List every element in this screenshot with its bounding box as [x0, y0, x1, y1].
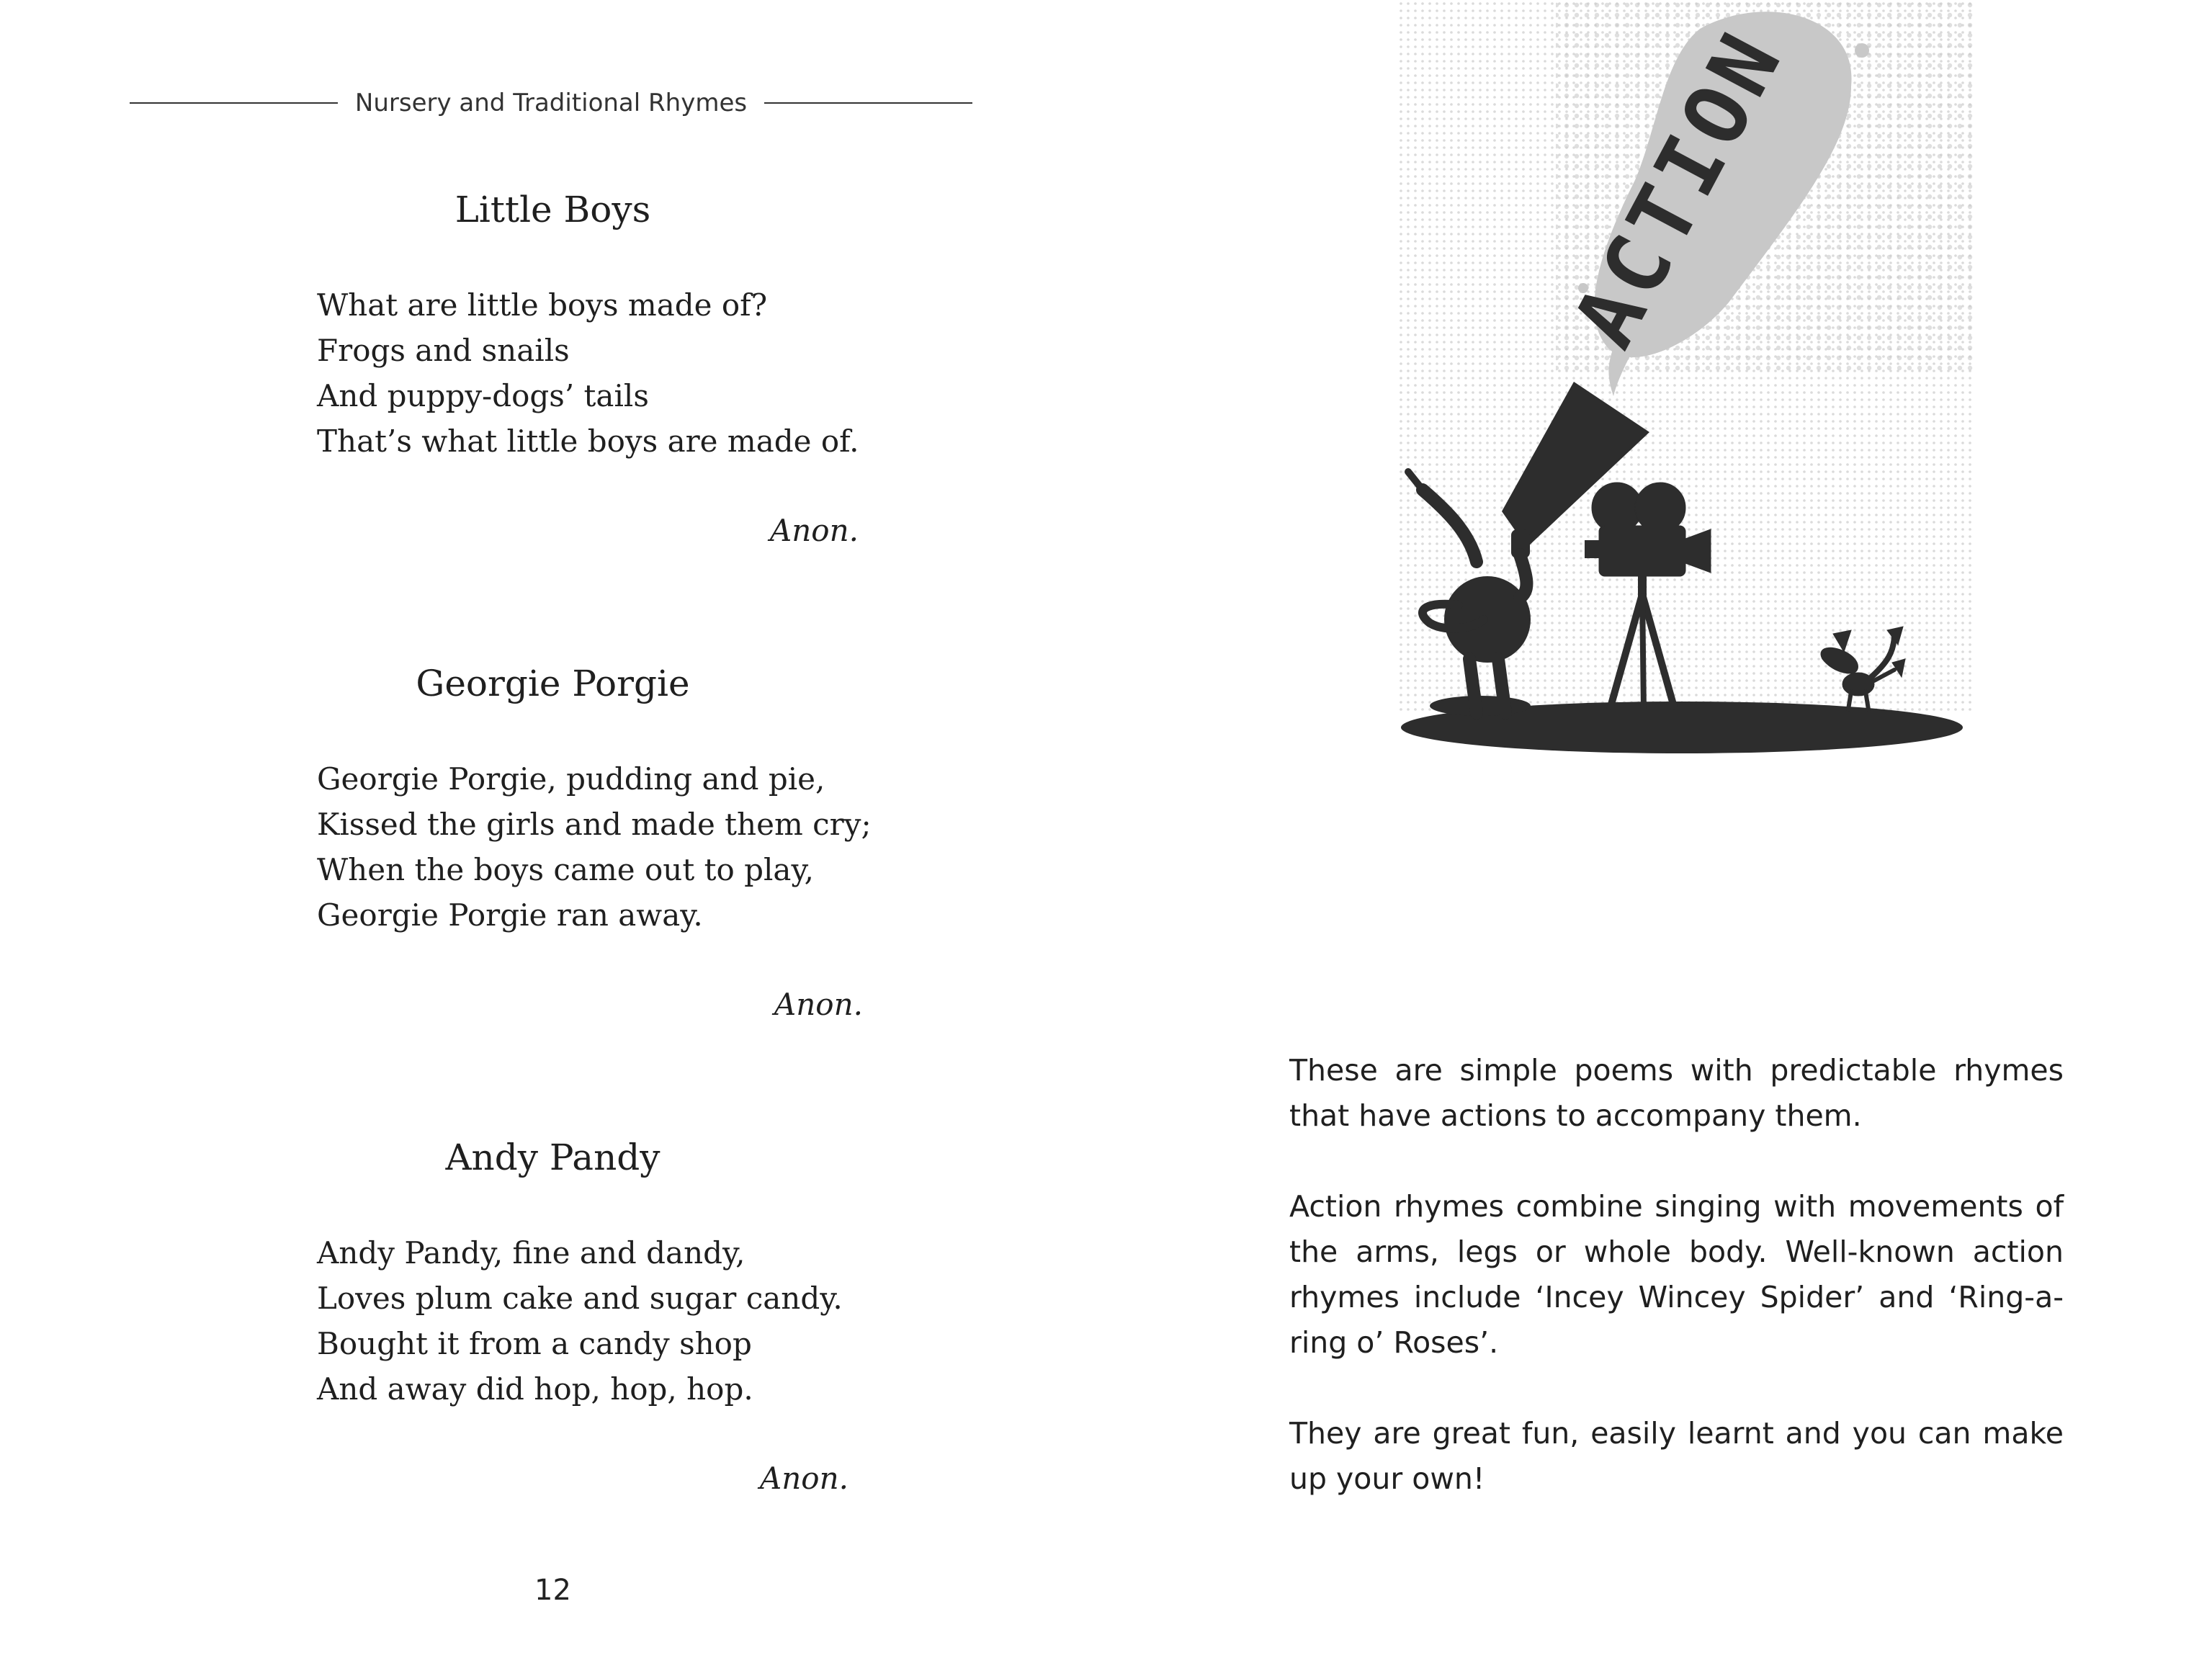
- poem-stanza: [317, 282, 864, 464]
- page-number: 12: [534, 1574, 571, 1607]
- poem-line: What are little boys made of?: [317, 287, 768, 323]
- running-header: [130, 85, 972, 121]
- poem-title: Andy Pandy: [445, 1137, 661, 1178]
- running-header-title: Nursery and Traditional Rhymes: [354, 89, 748, 117]
- poem-line: When the boys came out to play,: [317, 852, 814, 887]
- intro-paragraph: These are simple poems with predictable rhymes that have actions to accompany them.: [1289, 1053, 2064, 1133]
- action-illustration-svg: [1390, 0, 1981, 763]
- poem-line: Frogs and snails: [317, 333, 570, 368]
- action-word: ACTION: [1554, 14, 1803, 363]
- poem-author: Anon.: [769, 513, 859, 548]
- poem-line: Georgie Porgie ran away.: [317, 897, 703, 933]
- poem-title: Little Boys: [455, 189, 651, 230]
- poem-stanza: [317, 756, 872, 938]
- action-illustration: [1390, 0, 1981, 763]
- poem-line: Loves plum cake and sugar candy.: [317, 1281, 843, 1316]
- poem-line: Kissed the girls and made them cry;: [317, 807, 872, 842]
- intro-paragraph: Action rhymes combine singing with movements of the arms, legs or whole body. Well-known action rhymes include ‘Incey Wincey Spider’ and ‘Ring-a-ring o’ Roses’.: [1289, 1189, 2064, 1360]
- poem-line: And away did hop, hop, hop.: [317, 1371, 753, 1407]
- poem-line: Bought it from a candy shop: [317, 1326, 752, 1361]
- poem-line: Georgie Porgie, pudding and pie,: [317, 761, 825, 797]
- section-intro-text: [1289, 1048, 2064, 1547]
- poem-author: Anon.: [759, 1461, 848, 1496]
- poem-title: Georgie Porgie: [416, 663, 690, 704]
- intro-paragraph: They are great fun, easily learnt and you can make up your own!: [1289, 1416, 2064, 1496]
- poem-line: And puppy-dogs’ tails: [317, 378, 649, 413]
- poem-line: Andy Pandy, fine and dandy,: [317, 1235, 745, 1271]
- poem-author: Anon.: [774, 987, 863, 1022]
- header-rule-left: [130, 102, 338, 104]
- poem-line: That’s what little boys are made of.: [317, 424, 859, 459]
- header-rule-right: [764, 102, 972, 104]
- poem-stanza: [317, 1230, 864, 1412]
